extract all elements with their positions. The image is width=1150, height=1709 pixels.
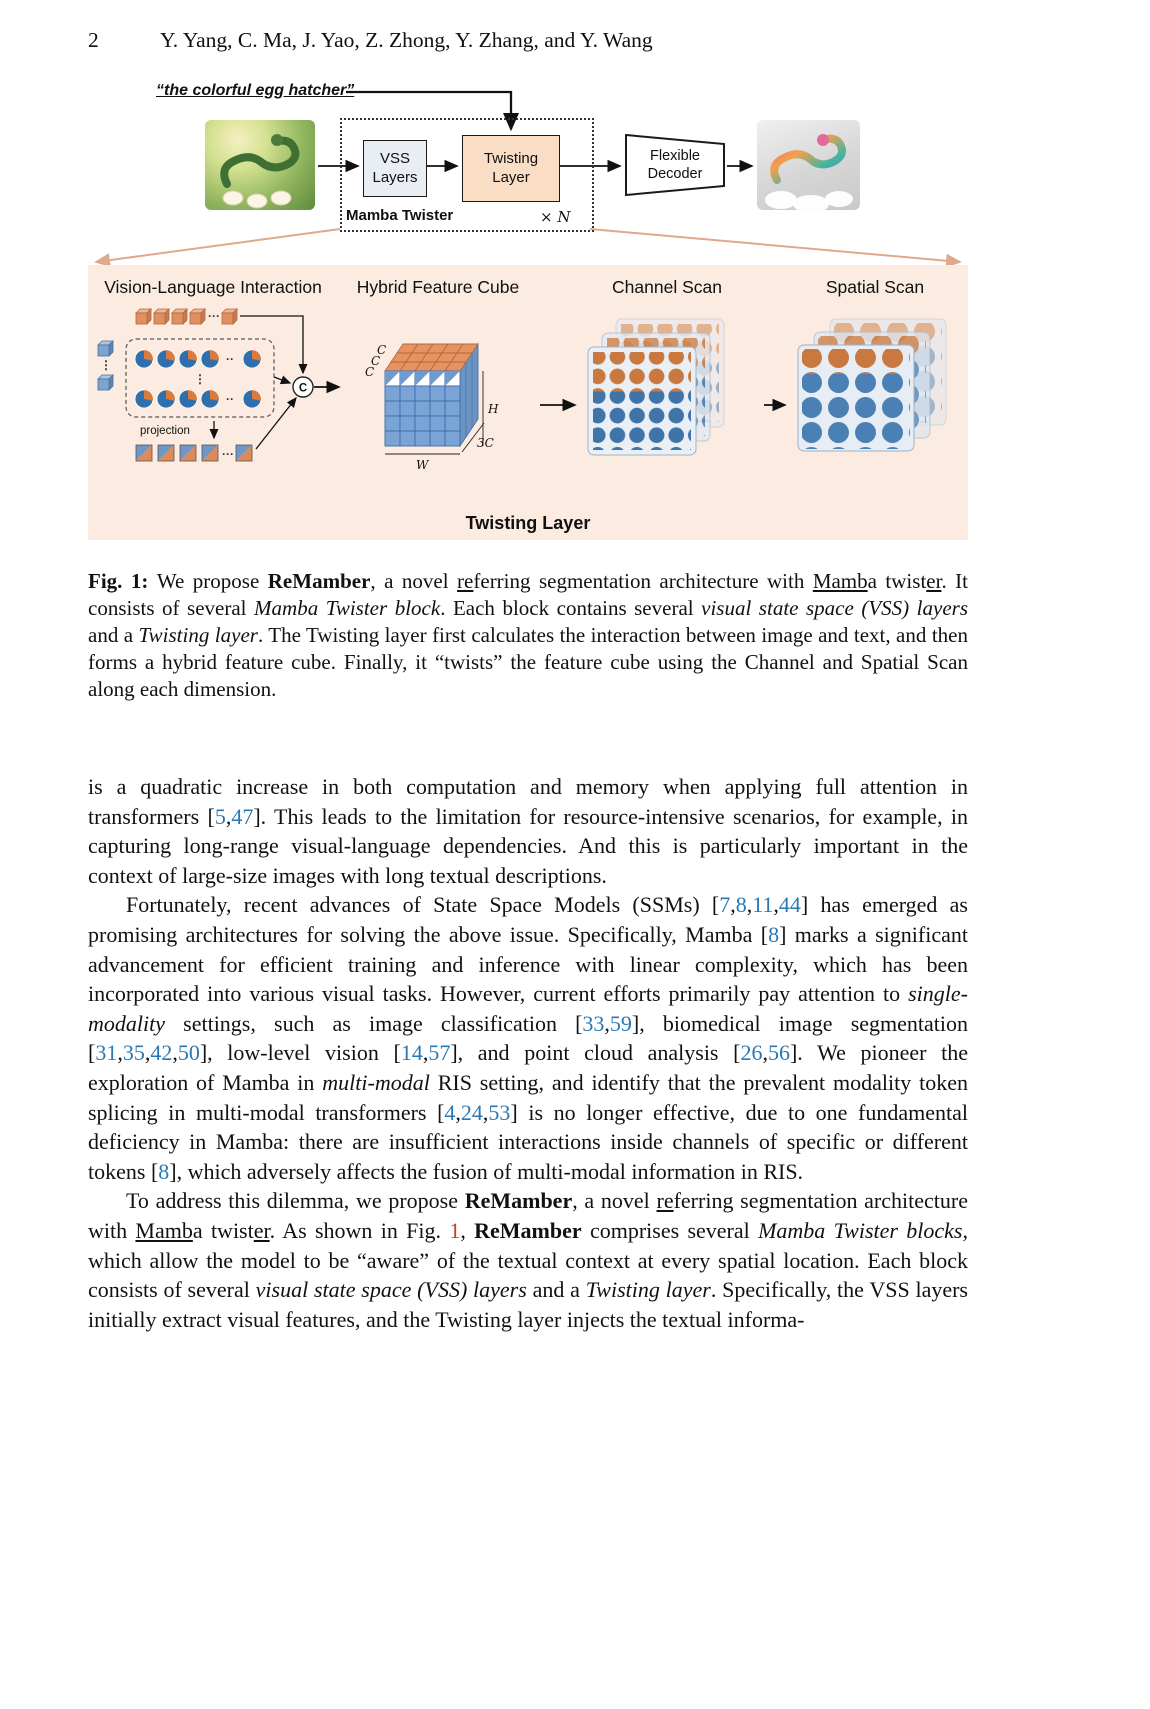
svg-text:C: C: [371, 354, 381, 368]
input-image: [205, 120, 315, 210]
svg-text:3C: 3C: [477, 436, 494, 450]
figure-1: [88, 78, 968, 540]
repeat-count-label: × N: [540, 208, 571, 226]
svg-text:···: ···: [208, 309, 220, 323]
figure-caption: Fig. 1: We propose ReMamber, a novel referring segmentation architecture with Mamba twister. It consists of several Mamba Twister block. Each block contains several visual state space (VSS) layers and a Twisting layer. The Twisting layer first calculates the interaction between image and text, and then forms a hybrid feature cube. Finally, it “twists” the feature cube using the Channel and Spatial Scan along each dimension.: [88, 569, 968, 701]
output-image: [757, 120, 860, 210]
panel-header-spatial-scan: Spatial Scan: [825, 277, 925, 297]
svg-text:··: ··: [226, 352, 234, 366]
svg-text:W: W: [416, 458, 429, 472]
paragraph-2: Fortunately, recent advances of State Space Models (SSMs) [7,8,11,44] has emerged as promising architectures for solving the above issue. Specifically, Mamba [8] marks a significant advancement for efficient training and inference with linear complexity, which has been incorporated into various visual tasks. However, current efforts primarily pay attention to single-modality settings, such as image classification [33,59], biomedical image segmentation [31,35,42,50], low-level vision [14,57], and point cloud analysis [26,56]. We pioneer the exploration of Mamba in multi-modal RIS setting, and identify that the prevalent modality token splicing in multi-modal transformers [4,24,53] is no longer effective, due to one fundamental deficiency in Mamba: there are insufficient interactions inside channels of specific or different tokens [8], which adversely affects the fusion of multi-modal information in RIS.: [88, 892, 968, 1184]
vss-layers-box: VSS Layers: [363, 140, 427, 197]
panel-header-vision-language-interaction: Vision-Language Interaction: [104, 277, 322, 297]
mamba-twister-label: Mamba Twister: [346, 207, 454, 224]
panel-arrows: [88, 265, 968, 540]
segmented-snake-illustration: [757, 120, 860, 210]
quote-label: “the colorful egg hatcher”: [156, 82, 355, 99]
flexible-decoder-box: Flexible Decoder: [625, 134, 725, 196]
svg-text:···: ···: [222, 447, 234, 461]
projection-label: projection: [140, 425, 190, 437]
svg-text:C: C: [365, 365, 375, 379]
panel-title: Twisting Layer: [465, 513, 591, 533]
svg-text:⋮: ⋮: [194, 372, 206, 386]
paragraph-3: To address this dilemma, we propose ReMamber, a novel referring segmentation architecture with Mamba twister. As shown in Fig. 1, ReMamber comprises several Mamba Twister blocks, which allow the model to be “aware” of the textual context at every spatial location. Each block consists of several visual state space (VSS) layers and a Twisting layer. Specifically, the VSS layers initially extract visual features, and the Twisting layer injects the textual informa-: [88, 1188, 968, 1332]
svg-text:C: C: [298, 382, 308, 395]
paragraph-1: is a quadratic increase in both computation and memory when applying full attention in transformers [5,47]. This leads to the limitation for resource-intensive scenarios, for example, in capturing long-range visual-language dependencies. And this is particularly important in the context of large-size images with long textual descriptions.: [88, 774, 968, 888]
svg-text:C: C: [377, 343, 387, 357]
panel-header-hybrid-feature-cube: Hybrid Feature Cube: [356, 277, 520, 297]
twisting-layer-panel: [88, 265, 968, 540]
panel-header-channel-scan: Channel Scan: [612, 277, 722, 297]
twisting-layer-box: Twisting Layer: [462, 135, 560, 202]
svg-text:··: ··: [226, 392, 234, 406]
authors-line: Y. Yang, C. Ma, J. Yao, Z. Zhong, Y. Zhang, and Y. Wang: [160, 28, 653, 52]
svg-text:H: H: [488, 402, 499, 416]
body-text: [88, 772, 968, 1334]
svg-text:⋮: ⋮: [100, 358, 112, 372]
page-number: 2: [88, 28, 99, 52]
snake-illustration: [205, 120, 315, 210]
